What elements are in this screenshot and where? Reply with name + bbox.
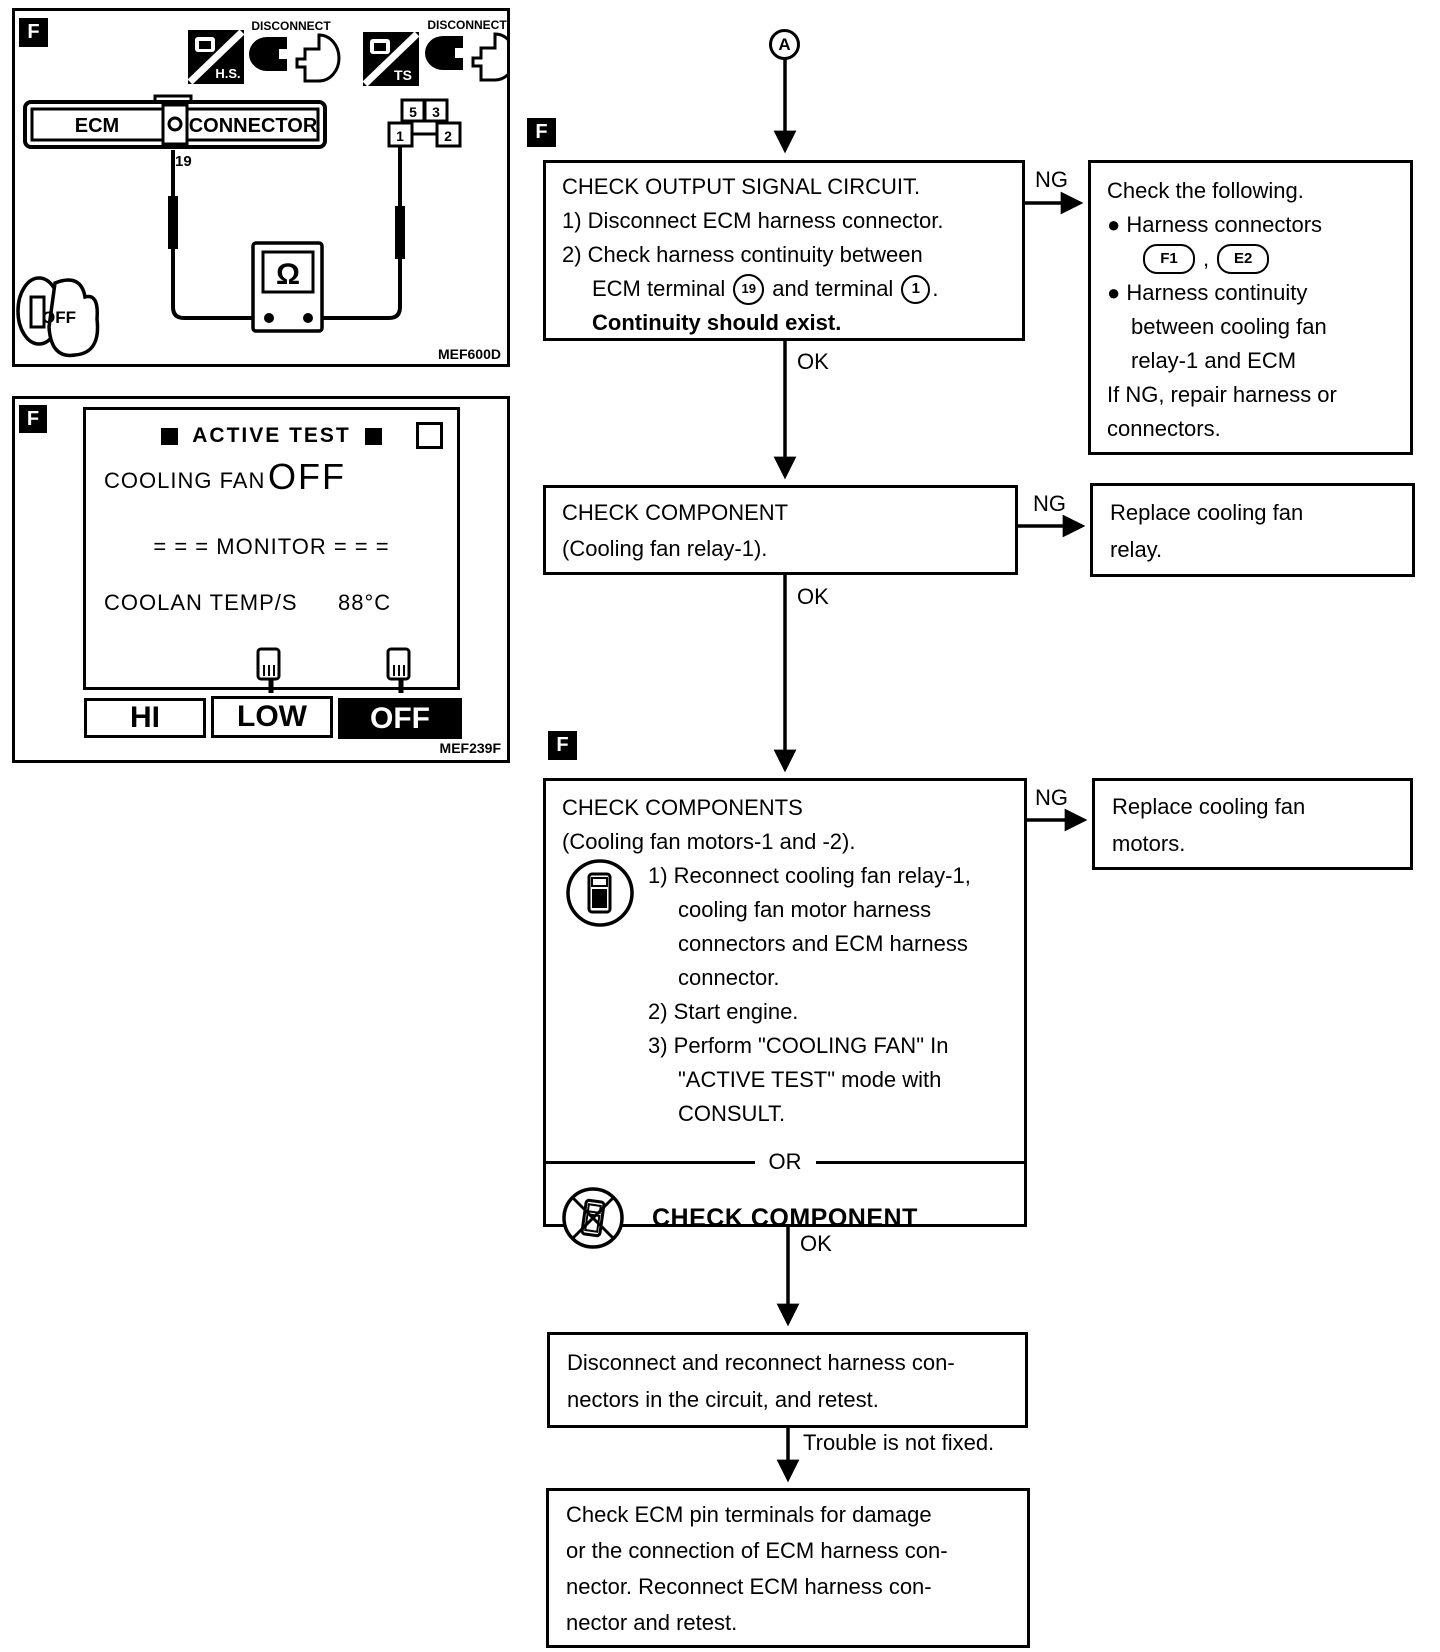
svg-text:DISCONNECT: DISCONNECT <box>427 18 507 32</box>
divider-line <box>546 1161 755 1164</box>
disconnect-icon <box>425 18 507 80</box>
step-line: (Cooling fan relay-1). <box>562 536 768 561</box>
disconnect-icon <box>249 19 339 81</box>
coolant-temp-value: 88°C <box>338 590 392 615</box>
step-line: nectors in the circuit, and retest. <box>567 1387 879 1412</box>
step-line: connector. <box>678 965 780 990</box>
cooling-fan-value: OFF <box>268 456 346 497</box>
step-line: 1) Reconnect cooling fan relay-1, <box>648 863 971 888</box>
no-consult-icon <box>560 1185 626 1251</box>
step-title: CHECK COMPONENTS <box>562 795 803 820</box>
alt-step-title: CHECK COMPONENT <box>652 1203 918 1232</box>
ng-label: NG <box>1035 785 1068 810</box>
step-line: 1) Disconnect ECM harness connector. <box>562 208 944 233</box>
touch-pointer-icon <box>255 647 285 697</box>
step-line: Disconnect and reconnect harness con- <box>567 1350 955 1375</box>
circled-terminal-1: 1 <box>901 275 930 304</box>
ecm-connector <box>25 96 325 147</box>
wiring-diagram-art <box>15 11 507 364</box>
hs-tool-icon <box>188 30 244 84</box>
comma: , <box>1203 246 1210 271</box>
or-label: OR <box>768 1149 802 1174</box>
flow-connector-a: A <box>769 29 800 60</box>
svg-text:Ω: Ω <box>275 258 301 291</box>
coolant-temp-label: COOLAN TEMP/S <box>104 590 298 615</box>
step-line: connectors and ECM harness <box>678 931 968 956</box>
result-line: relay-1 and ECM <box>1131 348 1297 373</box>
step-line: 2) Start engine. <box>648 999 799 1024</box>
low-button[interactable]: LOW <box>211 696 333 738</box>
step-line: nector and retest. <box>566 1610 738 1635</box>
step-line: Check ECM pin terminals for damage <box>566 1502 932 1527</box>
hi-button[interactable]: HI <box>84 698 206 738</box>
terminal-text: and terminal <box>772 276 894 301</box>
result-line: Replace cooling fan <box>1110 500 1304 525</box>
step-title: CHECK COMPONENT <box>562 500 789 525</box>
ts-tool-icon <box>363 32 419 86</box>
section-tag-badge: F <box>527 118 556 147</box>
svg-text:H.S.: H.S. <box>215 66 241 81</box>
divider-line <box>816 1161 1025 1164</box>
terminal-text: . <box>932 276 939 301</box>
square-bullet-icon <box>161 428 178 445</box>
cooling-fan-label: COOLING FAN <box>104 468 266 493</box>
ok-label: OK <box>797 584 829 609</box>
ignition-off-key-icon <box>18 278 98 355</box>
ohmmeter-icon <box>253 243 322 331</box>
flow-step-check-ecm-pins <box>546 1488 1030 1648</box>
result-line: ● Harness continuity <box>1107 280 1308 305</box>
flow-step-check-components-motors <box>543 778 1027 1232</box>
consult-screen-panel <box>12 396 510 763</box>
pin-3: 3 <box>432 104 440 120</box>
result-line: Check the following. <box>1107 178 1304 203</box>
consult-required-icon <box>564 857 636 929</box>
result-line: motors. <box>1112 831 1186 856</box>
connector-f1-badge: F1 <box>1143 244 1195 274</box>
connector-badges-line <box>1143 242 1410 276</box>
touch-pointer-icon <box>385 647 415 697</box>
svg-text:ECM: ECM <box>74 115 120 137</box>
connector-e2-badge: E2 <box>1217 244 1269 274</box>
step-line: CONSULT. <box>678 1101 786 1126</box>
ng-label: NG <box>1035 167 1068 192</box>
result-line: between cooling fan <box>1131 314 1327 339</box>
square-bullet-icon <box>365 428 382 445</box>
without-consult-row <box>560 1185 1024 1251</box>
result-line: If NG, repair harness or <box>1107 382 1337 407</box>
pin-1: 1 <box>396 128 404 144</box>
trouble-not-fixed-label: Trouble is not fixed. <box>803 1430 995 1455</box>
monitor-divider: = = = MONITOR = = = <box>153 534 390 559</box>
figure-code: MEF239F <box>439 740 501 756</box>
figure-code: MEF600D <box>437 346 501 362</box>
step-line-terminals <box>592 272 1022 306</box>
section-tag-badge: F <box>19 405 47 433</box>
pin-2: 2 <box>444 128 452 144</box>
step-line: or the connection of ECM harness con- <box>566 1538 948 1563</box>
result-line: connectors. <box>1107 416 1221 441</box>
svg-text:TS: TS <box>394 67 412 83</box>
expected-result: Continuity should exist. <box>592 310 842 335</box>
circled-terminal-19: 19 <box>733 274 764 305</box>
off-button[interactable]: OFF <box>338 698 462 739</box>
svg-text:CONNECTOR: CONNECTOR <box>188 115 318 137</box>
ok-label: OK <box>797 349 829 374</box>
svg-text:OFF: OFF <box>42 308 76 327</box>
step-line: "ACTIVE TEST" mode with <box>678 1067 942 1092</box>
flow-step-reconnect-retest <box>547 1332 1028 1428</box>
result-line: relay. <box>1110 537 1163 562</box>
pin-5: 5 <box>409 104 417 120</box>
or-divider <box>546 1145 1024 1179</box>
ng-label: NG <box>1033 491 1066 516</box>
section-tag-badge: F <box>548 731 577 760</box>
step-line: 3) Perform "COOLING FAN" In <box>648 1033 949 1058</box>
active-test-title: ACTIVE TEST <box>86 424 457 448</box>
flow-result-replace-motors <box>1092 778 1413 870</box>
flow-result-replace-relay <box>1090 483 1415 577</box>
step-line: (Cooling fan motors-1 and -2). <box>562 829 856 854</box>
section-tag-badge: F <box>19 18 48 47</box>
step-line: cooling fan motor harness <box>678 897 932 922</box>
step-line: nector. Reconnect ECM harness con- <box>566 1574 932 1599</box>
ok-label: OK <box>800 1231 832 1256</box>
flow-step-check-component-relay <box>543 485 1018 575</box>
result-line: Replace cooling fan <box>1112 794 1306 819</box>
terminal-text: ECM terminal <box>592 276 726 301</box>
wiring-diagram-panel <box>12 8 510 367</box>
flow-result-check-following <box>1088 160 1413 455</box>
step-line: 2) Check harness continuity between <box>562 242 923 267</box>
step-title: CHECK OUTPUT SIGNAL CIRCUIT. <box>562 174 921 199</box>
terminal-19-label: 19 <box>175 153 192 170</box>
screen-checkbox-icon <box>416 422 443 449</box>
svg-text:DISCONNECT: DISCONNECT <box>251 19 331 33</box>
flow-step-check-output-signal <box>543 160 1025 341</box>
result-line: ● Harness connectors <box>1107 212 1323 237</box>
